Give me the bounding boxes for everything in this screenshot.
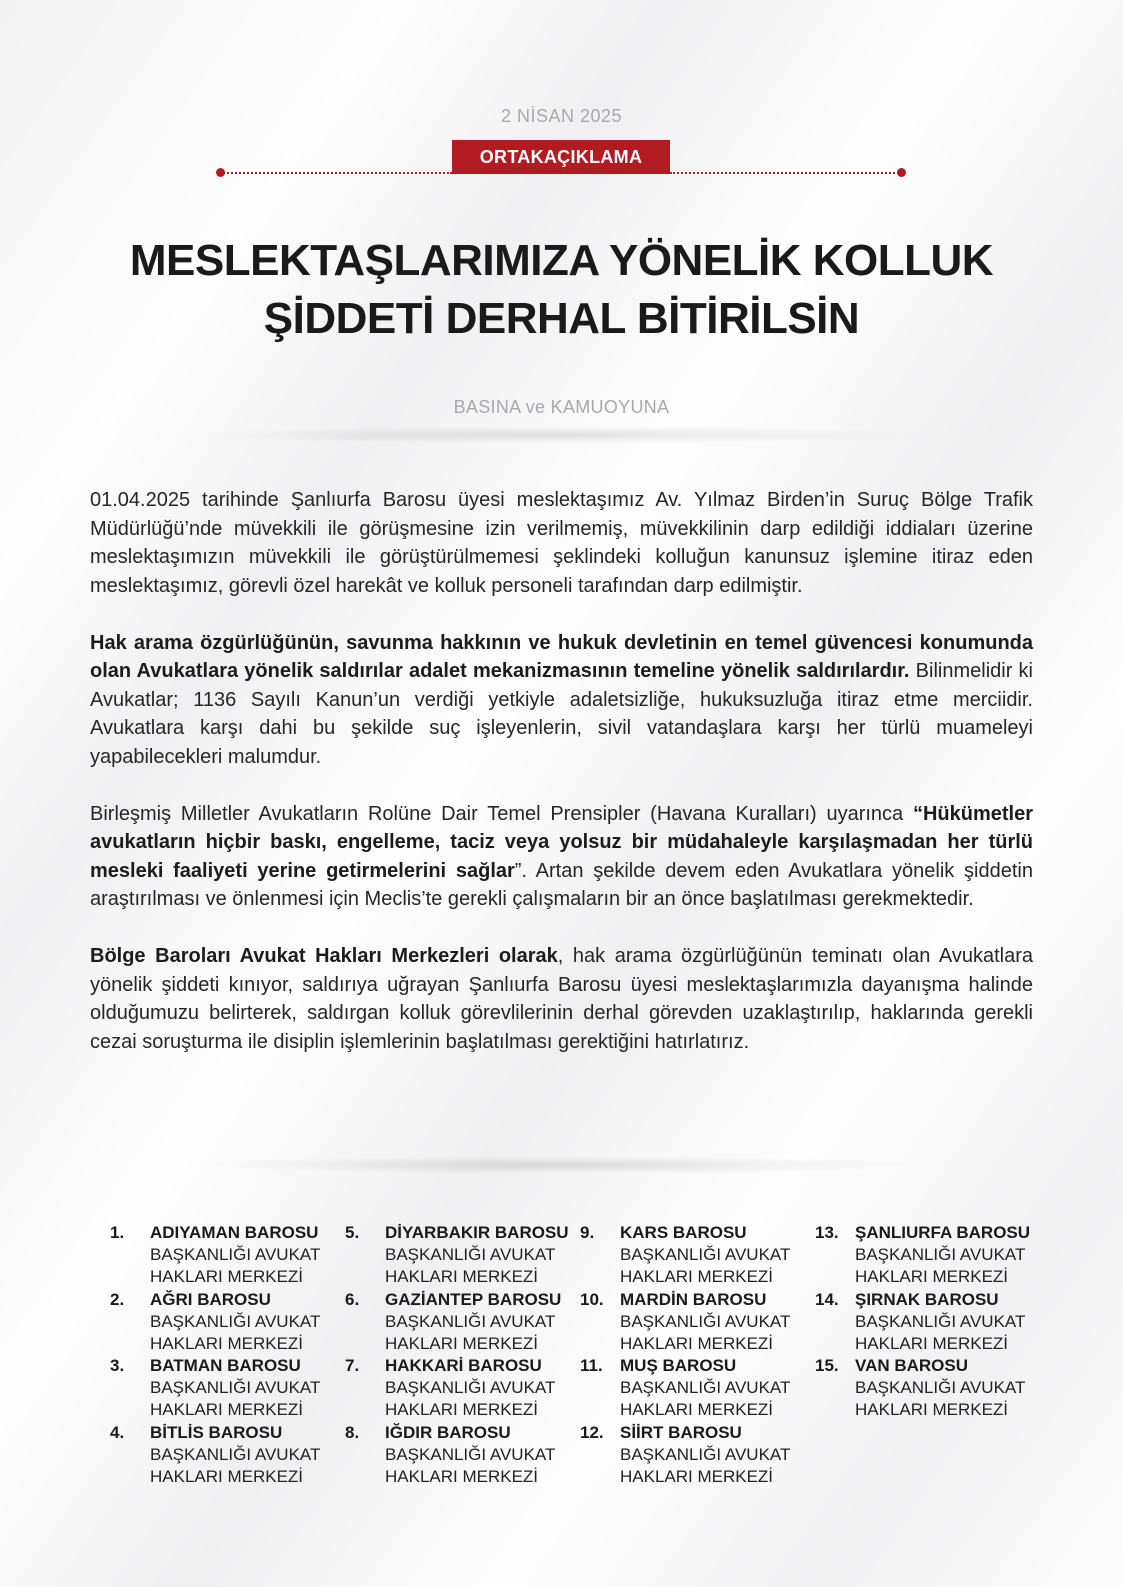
signatory-item <box>580 1355 815 1422</box>
signatory-dept-line: HAKLARI MERKEZİ <box>620 1466 774 1486</box>
signatory-dept-line: BAŞKANLIĞI AVUKAT <box>385 1444 556 1464</box>
paragraph-4-bold: Bölge Baroları Avukat Hakları Merkezleri olarak <box>90 945 558 967</box>
paragraph-1 <box>90 486 1033 600</box>
signatory-dept-line: HAKLARI MERKEZİ <box>620 1267 774 1286</box>
rule-dot-right <box>897 168 906 177</box>
paragraph-4 <box>90 942 1033 1056</box>
divider-shadow-top <box>190 426 933 444</box>
signatory-number: 10. <box>580 1289 604 1309</box>
signatory-item <box>345 1422 580 1489</box>
badge-row <box>216 140 906 174</box>
signatory-dept-line: HAKLARI MERKEZİ <box>150 1466 304 1486</box>
signatory-dept-line: BAŞKANLIĞI AVUKAT <box>150 1378 321 1397</box>
signatory-dept-line: BAŞKANLIĞI AVUKAT <box>385 1378 556 1397</box>
signatory-dept-line: HAKLARI MERKEZİ <box>620 1400 774 1419</box>
signatories-column-2 <box>345 1222 580 1488</box>
statement-body <box>90 486 1033 1085</box>
signatory-name: ŞANLIURFA BAROSU <box>855 1223 1031 1242</box>
signatory-name: IĞDIR BAROSU <box>385 1422 511 1442</box>
signatories-list <box>110 1222 1050 1502</box>
signatory-dept-line: HAKLARI MERKEZİ <box>855 1400 1009 1419</box>
release-date: 2 NİSAN 2025 <box>500 106 623 126</box>
signatory-name: ADIYAMAN BAROSU <box>150 1223 319 1242</box>
signatory-number: 9. <box>580 1223 595 1242</box>
signatory-number: 13. <box>815 1223 839 1242</box>
paragraph-3 <box>90 800 1033 914</box>
signatory-name: DİYARBAKIR BAROSU <box>385 1223 569 1242</box>
signatories-column-3 <box>580 1222 815 1488</box>
signatory-dept-line: HAKLARI MERKEZİ <box>385 1400 539 1419</box>
signatory-name: BİTLİS BAROSU <box>150 1422 283 1442</box>
signatory-item <box>815 1289 1050 1356</box>
signatory-item <box>345 1289 580 1356</box>
signatory-dept-line: BAŞKANLIĞI AVUKAT <box>620 1311 791 1331</box>
signatory-name: MARDİN BAROSU <box>620 1289 767 1309</box>
signatory-dept-line: BAŞKANLIĞI AVUKAT <box>150 1245 321 1264</box>
signatory-dept-line: BAŞKANLIĞI AVUKAT <box>150 1311 321 1331</box>
signatory-dept-line: HAKLARI MERKEZİ <box>385 1466 539 1486</box>
signatory-number: 12. <box>580 1422 604 1442</box>
signatory-number: 15. <box>815 1356 839 1375</box>
signatory-name: KARS BAROSU <box>620 1223 747 1242</box>
signatory-dept-line: HAKLARI MERKEZİ <box>620 1333 774 1353</box>
signatory-name: AĞRI BAROSU <box>150 1289 271 1309</box>
signatory-name: BATMAN BAROSU <box>150 1356 301 1375</box>
signatory-item <box>110 1355 345 1422</box>
signatory-number: 5. <box>345 1223 360 1242</box>
paragraph-2-text: Bilinmelidir ki Avukatlar; 1136 Sayılı Kanun’un verdiği yetkiyle adaletsizliğe, hukuksuzluğa itiraz etme merciidir. Avukatlara karşı dahi bu şekilde suç işleyenlerin, sivil vatandaşlara karşı her türlü muameleyi yapabilecekleri malumdur. <box>90 660 1033 768</box>
signatory-number: 1. <box>110 1223 125 1242</box>
dotted-rule-right <box>670 172 902 174</box>
page-title <box>0 232 1123 348</box>
paragraph-4-text: , hak arama özgürlüğünün teminatı olan Avukatlara yönelik şiddeti kınıyor, saldırıya uğrayan Şanlıurfa Barosu üyesi meslektaşlarımızla dayanışma halinde olduğumuzu belirterek, saldırgan kolluk görevlilerinin derhal görevden uzaklaştırılıp, haklarında gerekli cezai soruşturma ile disiplin işlemlerinin başlatılması gerektiğini hatırlatırız. <box>90 945 1033 1053</box>
paragraph-3-intro: Birleşmiş Milletler Avukatların Rolüne Dair Temel Prensipler (Havana Kuralları) uyarınca <box>90 802 913 825</box>
dotted-rule-left <box>220 172 452 174</box>
signatory-dept-line: BAŞKANLIĞI AVUKAT <box>855 1311 1026 1331</box>
signatory-number: 3. <box>110 1356 125 1375</box>
signatory-number: 11. <box>580 1356 603 1375</box>
signatory-name: SİİRT BAROSU <box>620 1422 742 1442</box>
signatory-item <box>110 1422 345 1489</box>
signatory-name: VAN BAROSU <box>855 1356 969 1375</box>
signatory-number: 4. <box>110 1422 125 1442</box>
signatory-dept-line: BAŞKANLIĞI AVUKAT <box>385 1245 556 1264</box>
signatory-name: HAKKARİ BAROSU <box>385 1356 542 1375</box>
signatory-dept-line: BAŞKANLIĞI AVUKAT <box>620 1378 791 1397</box>
signatory-item <box>345 1355 580 1422</box>
title-line-2: ŞİDDETİ DERHAL BİTİRİLSİN <box>263 294 860 343</box>
paragraph-2 <box>90 629 1033 772</box>
signatory-dept-line: HAKLARI MERKEZİ <box>855 1267 1009 1286</box>
signatory-name: MUŞ BAROSU <box>620 1356 737 1375</box>
signatory-item <box>110 1289 345 1356</box>
paragraph-3-text: ”. Artan şekilde devem eden Avukatlara yönelik şiddetin araştırılması ve önlenmesi için Meclis’te gerekli çalışmaların bir an önce başlatılması gerekmektedir. <box>90 859 1033 910</box>
signatory-item <box>580 1422 815 1489</box>
signatories-column-1 <box>110 1222 345 1488</box>
signatory-item <box>815 1222 1050 1289</box>
signatory-name: GAZİANTEP BAROSU <box>385 1289 562 1309</box>
paragraph-2-bold: Hak arama özgürlüğünün, savunma hakkının ve hukuk devletinin en temel güvencesi konumunda olan Avukatlara yönelik saldırılar adalet mekanizmasının temeline yönelik saldırılardır. <box>90 631 1033 682</box>
paragraph-3-bold: “Hükümetler avukatların hiçbir baskı, engelleme, taciz veya yolsuz bir müdahaleyle karşılaşmadan her türlü mesleki faaliyeti yerine getirmelerini sağlar <box>90 802 1033 882</box>
signatory-item <box>580 1222 815 1289</box>
signatory-number: 6. <box>345 1289 360 1309</box>
paragraph-1-text: 01.04.2025 tarihinde Şanlıurfa Barosu üyesi meslektaşımız Av. Yılmaz Birden’in Suruç Bölge Trafik Müdürlüğü’nde müvekkili ile görüşmesine izin verilmemiş, müvekkilinin darp edildiği iddiaları üzerine meslektaşımızın müvekkili ile görüştürülmemesi şeklindeki kolluğun kanunsuz işlemine itiraz eden meslektaşımız, görevli özel harekât ve kolluk personeli tarafından darp edilmiştir. <box>90 489 1033 597</box>
signatory-dept-line: BAŞKANLIĞI AVUKAT <box>620 1444 791 1464</box>
signatory-number: 7. <box>345 1356 360 1375</box>
signatory-item <box>815 1355 1050 1422</box>
signatory-dept-line: BAŞKANLIĞI AVUKAT <box>150 1444 321 1464</box>
signatory-dept-line: BAŞKANLIĞI AVUKAT <box>855 1378 1026 1397</box>
signatory-number: 8. <box>345 1422 360 1442</box>
signatories-column-4 <box>815 1222 1050 1422</box>
signatory-dept-line: HAKLARI MERKEZİ <box>855 1333 1009 1353</box>
signatory-item <box>580 1289 815 1356</box>
signatory-item <box>345 1222 580 1289</box>
title-line-1: MESLEKTAŞLARIMIZA YÖNELİK KOLLUK <box>129 236 994 285</box>
signatory-dept-line: BAŞKANLIĞI AVUKAT <box>855 1245 1026 1264</box>
signatory-dept-line: BAŞKANLIĞI AVUKAT <box>385 1311 556 1331</box>
signatory-name: ŞIRNAK BAROSU <box>855 1289 999 1309</box>
audience-subtitle: BASINA ve KAMUOYUNA <box>453 397 670 417</box>
signatory-dept-line: HAKLARI MERKEZİ <box>385 1333 539 1353</box>
signatory-number: 2. <box>110 1289 125 1309</box>
signatory-dept-line: HAKLARI MERKEZİ <box>385 1267 539 1286</box>
signatory-item <box>110 1222 345 1289</box>
signatory-dept-line: HAKLARI MERKEZİ <box>150 1333 304 1353</box>
signatory-dept-line: HAKLARI MERKEZİ <box>150 1267 304 1286</box>
signatory-dept-line: HAKLARI MERKEZİ <box>150 1400 304 1419</box>
signatory-number: 14. <box>815 1289 839 1309</box>
joint-statement-badge: ORTAKAÇIKLAMA <box>452 140 670 174</box>
signatory-dept-line: BAŞKANLIĞI AVUKAT <box>620 1245 791 1264</box>
divider-shadow-bottom <box>190 1156 933 1174</box>
